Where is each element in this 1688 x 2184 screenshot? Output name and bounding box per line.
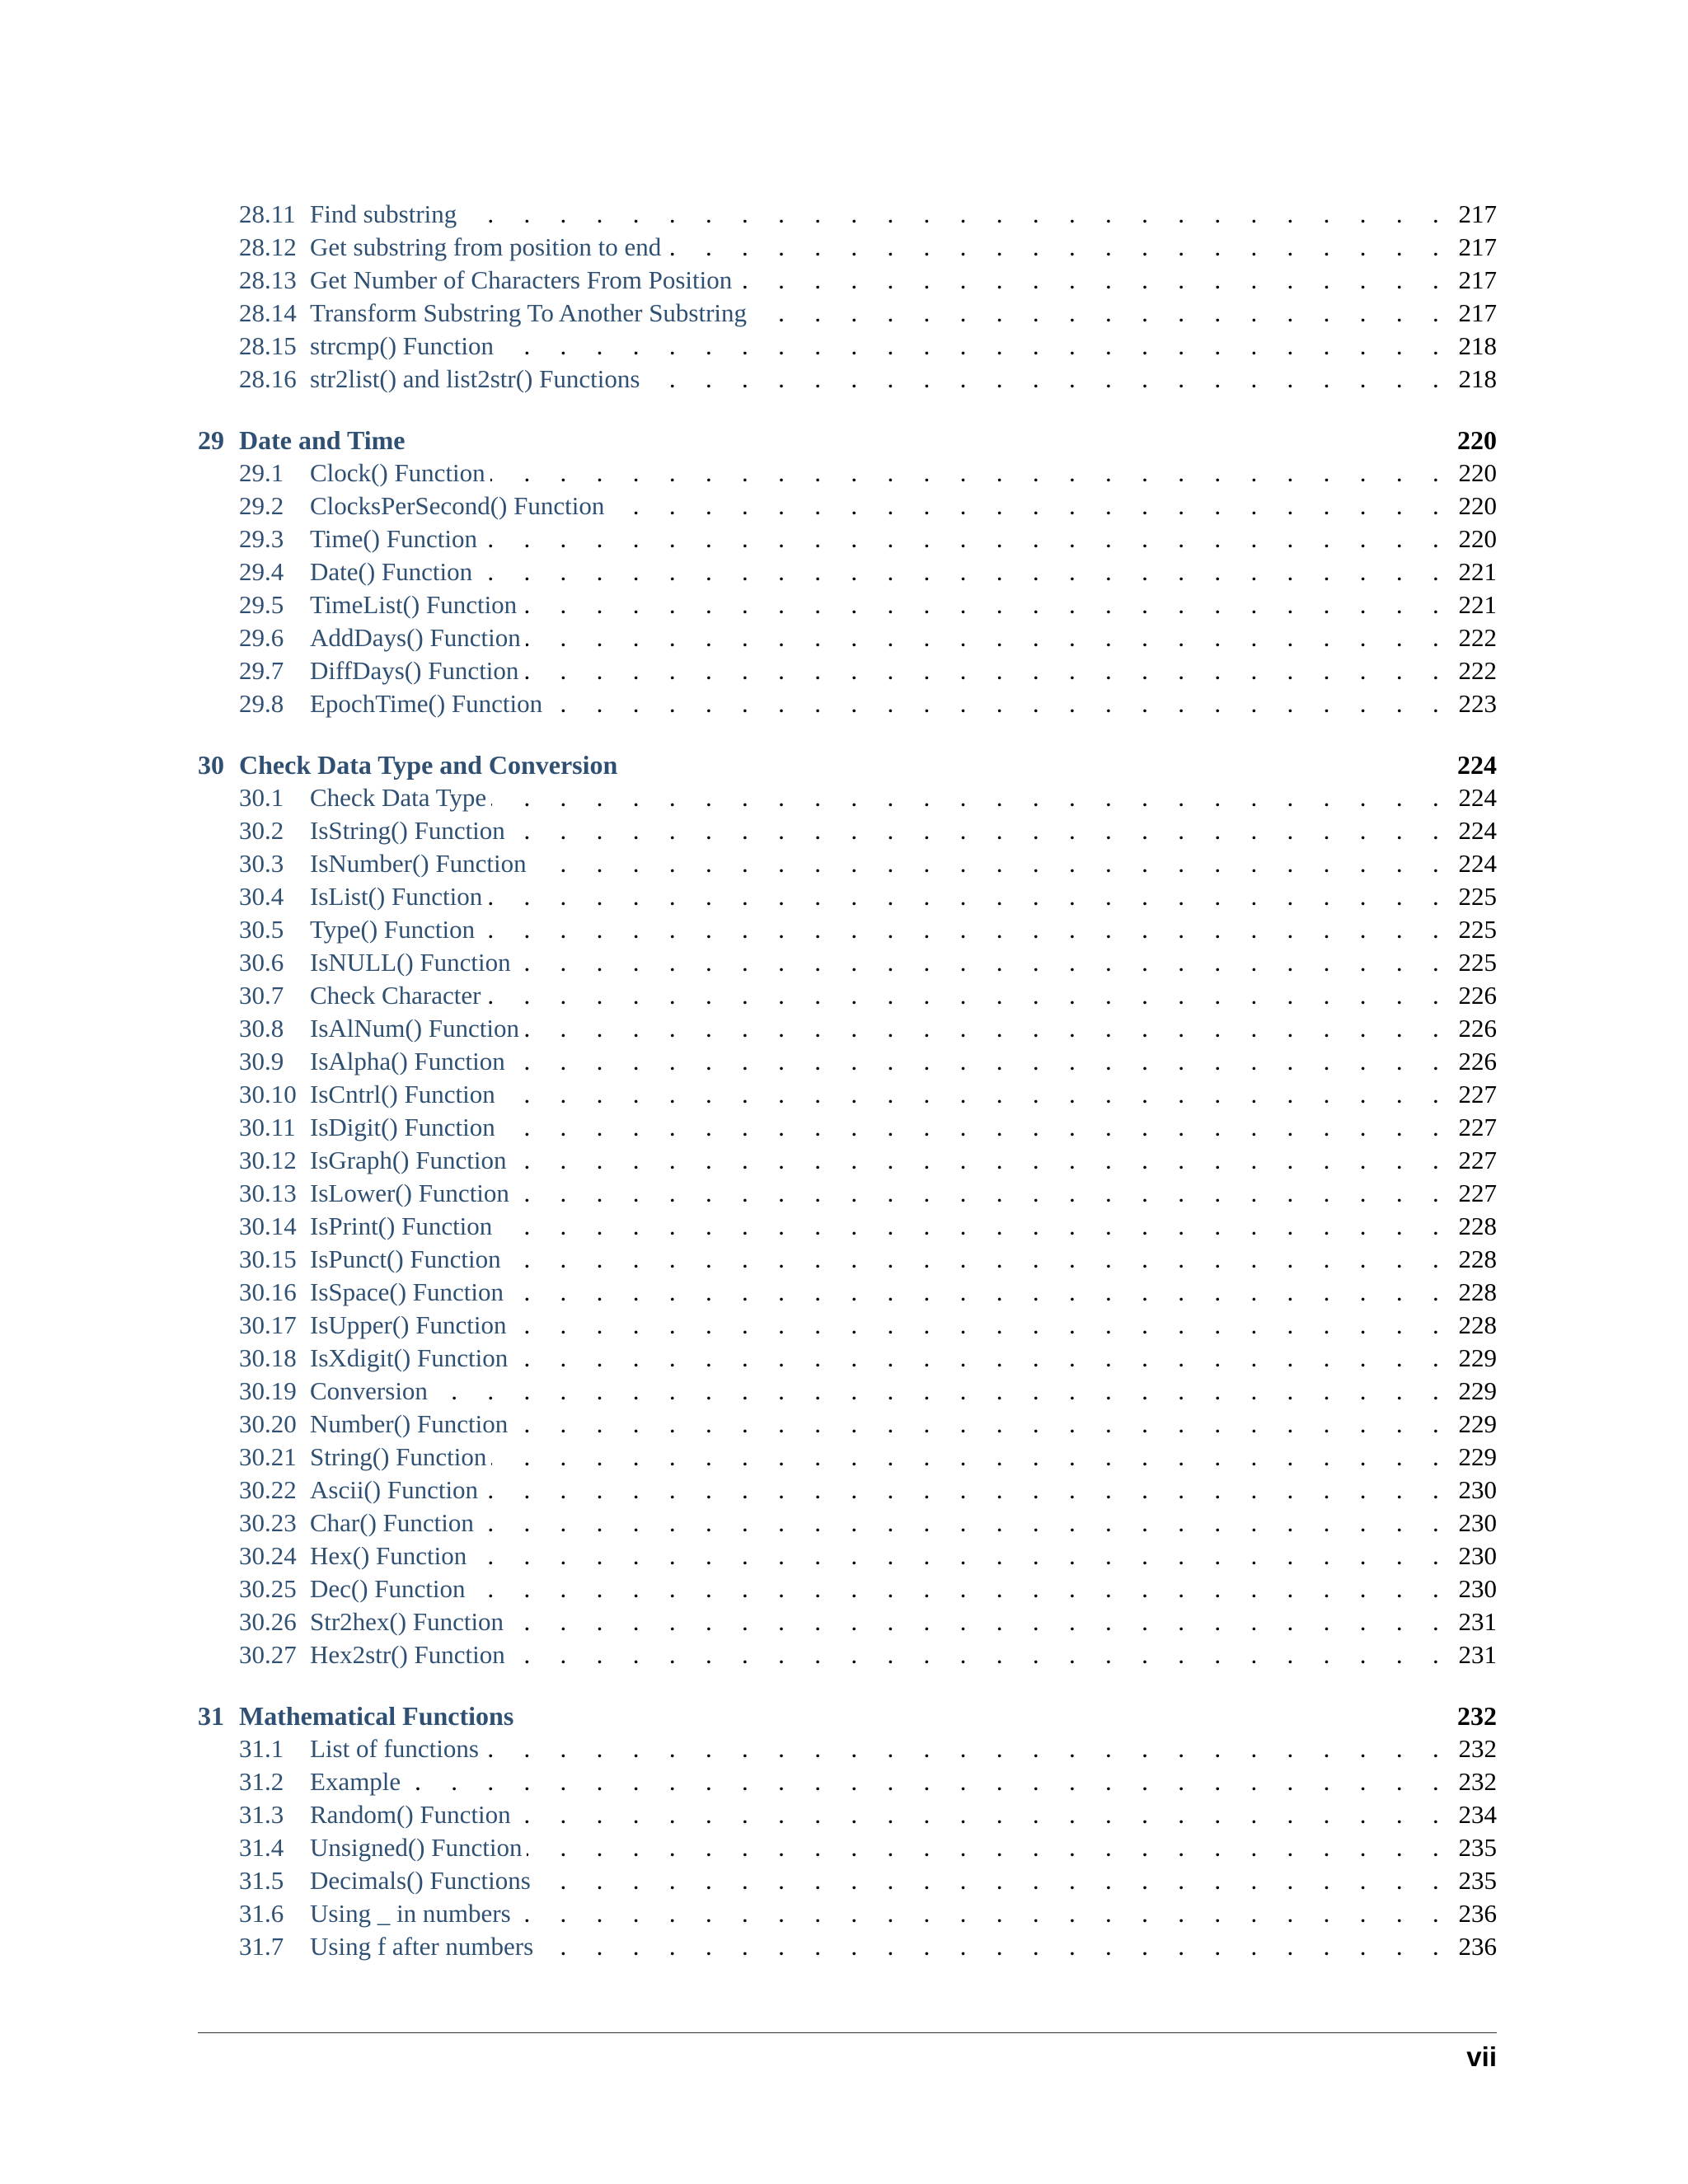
toc-entry[interactable] bbox=[239, 1243, 1497, 1276]
toc-entry[interactable] bbox=[239, 913, 1497, 946]
toc-entry[interactable] bbox=[239, 1441, 1497, 1474]
toc-chapter-heading[interactable] bbox=[198, 1699, 1497, 1732]
toc-entry-number[interactable]: 30.17 bbox=[239, 1310, 297, 1339]
toc-entry-title[interactable]: Str2hex() Function bbox=[310, 1607, 504, 1636]
dot-leader bbox=[509, 1276, 1451, 1309]
toc-entry[interactable] bbox=[239, 1276, 1497, 1309]
dot-leader bbox=[487, 880, 1451, 913]
toc-entry-page[interactable]: 228 bbox=[1458, 1277, 1497, 1306]
toc-entry-number[interactable]: 30.11 bbox=[239, 1113, 296, 1141]
table-of-contents bbox=[198, 198, 1497, 1991]
toc-entry-number[interactable]: 30.14 bbox=[239, 1212, 297, 1240]
toc-entry-title[interactable]: Decimals() Functions bbox=[310, 1866, 531, 1895]
toc-entry-title[interactable]: Ascii() Function bbox=[310, 1475, 479, 1504]
dot-leader bbox=[433, 1375, 1451, 1408]
toc-entry-page[interactable]: 236 bbox=[1458, 1899, 1497, 1928]
toc-entry-number[interactable]: 30.27 bbox=[239, 1640, 297, 1669]
toc-entry-title[interactable]: Get substring from position to end bbox=[310, 232, 662, 261]
toc-entry-number[interactable]: 29.3 bbox=[239, 524, 284, 553]
toc-entry-number[interactable]: 30.2 bbox=[239, 816, 284, 845]
toc-entry-page[interactable]: 218 bbox=[1458, 331, 1497, 360]
toc-entry-page[interactable]: 225 bbox=[1458, 948, 1497, 977]
toc-chapter-title[interactable]: Check Data Type and Conversion bbox=[239, 750, 618, 780]
dot-leader bbox=[516, 1798, 1451, 1831]
toc-entry-page[interactable]: 229 bbox=[1458, 1409, 1497, 1438]
toc-entry-title[interactable]: Find substring bbox=[310, 199, 457, 228]
dot-leader bbox=[524, 1012, 1451, 1045]
toc-entry[interactable] bbox=[239, 1930, 1497, 1963]
toc-entry-number[interactable]: 28.15 bbox=[239, 331, 297, 360]
dot-leader bbox=[485, 979, 1451, 1012]
dot-leader bbox=[511, 1144, 1451, 1177]
toc-chapter-number[interactable]: 31 bbox=[198, 1701, 224, 1731]
dot-leader bbox=[482, 523, 1451, 555]
toc-entry-page[interactable]: 224 bbox=[1458, 849, 1497, 878]
toc-entry-number[interactable]: 28.12 bbox=[239, 232, 297, 261]
toc-entry-title[interactable]: Random() Function bbox=[310, 1800, 511, 1829]
toc-entry-number[interactable]: 30.3 bbox=[239, 849, 284, 878]
dot-leader bbox=[516, 1897, 1451, 1930]
toc-entry-title[interactable]: Using f after numbers bbox=[310, 1932, 534, 1961]
toc-entry-page[interactable]: 230 bbox=[1458, 1475, 1497, 1504]
toc-entry-page[interactable]: 228 bbox=[1458, 1310, 1497, 1339]
toc-entry[interactable] bbox=[239, 1144, 1497, 1177]
toc-entry-page[interactable]: 231 bbox=[1458, 1607, 1497, 1636]
toc-entry-title[interactable]: IsAlNum() Function bbox=[310, 1014, 520, 1043]
dot-leader bbox=[526, 621, 1451, 654]
toc-entry-title[interactable]: IsAlpha() Function bbox=[310, 1047, 505, 1076]
toc-entry-list bbox=[239, 198, 1497, 396]
toc-entry-page[interactable]: 231 bbox=[1458, 1640, 1497, 1669]
toc-entry[interactable] bbox=[239, 814, 1497, 847]
toc-chapter-number[interactable]: 29 bbox=[198, 425, 224, 455]
toc-entry-page[interactable]: 230 bbox=[1458, 1574, 1497, 1603]
footer-page-number: vii bbox=[1466, 2041, 1497, 2072]
toc-entry[interactable] bbox=[239, 654, 1497, 687]
dot-leader bbox=[406, 1765, 1451, 1798]
toc-entry[interactable] bbox=[239, 1177, 1497, 1210]
dot-leader bbox=[532, 847, 1451, 880]
toc-entry-page[interactable]: 226 bbox=[1458, 1047, 1497, 1076]
toc-entry[interactable] bbox=[239, 490, 1497, 523]
toc-entry[interactable] bbox=[239, 1798, 1497, 1831]
toc-entry-title[interactable]: Date() Function bbox=[310, 557, 473, 586]
toc-entry[interactable] bbox=[239, 781, 1497, 814]
toc-entry[interactable] bbox=[239, 1342, 1497, 1375]
dot-leader bbox=[500, 1111, 1451, 1144]
toc-entry-page[interactable]: 227 bbox=[1458, 1080, 1497, 1108]
toc-entry-number[interactable]: 30.4 bbox=[239, 882, 284, 911]
toc-entry-title[interactable]: IsString() Function bbox=[310, 816, 505, 845]
toc-entry-number[interactable]: 28.13 bbox=[239, 265, 297, 294]
toc-entry-number[interactable]: 30.10 bbox=[239, 1080, 297, 1108]
dot-leader bbox=[522, 588, 1451, 621]
toc-entry-number[interactable]: 30.9 bbox=[239, 1047, 284, 1076]
toc-entry[interactable] bbox=[239, 1897, 1497, 1930]
toc-entry-title[interactable]: IsNumber() Function bbox=[310, 849, 527, 878]
toc-entry-number[interactable]: 30.26 bbox=[239, 1607, 297, 1636]
toc-entry-number[interactable]: 30.24 bbox=[239, 1541, 297, 1570]
toc-entry-title[interactable]: IsPrint() Function bbox=[310, 1212, 493, 1240]
dot-leader bbox=[479, 1507, 1451, 1540]
toc-entry-page[interactable]: 226 bbox=[1458, 1014, 1497, 1043]
toc-chapter-number[interactable]: 30 bbox=[198, 750, 224, 780]
toc-entry-page[interactable]: 228 bbox=[1458, 1244, 1497, 1273]
toc-entry-number[interactable]: 29.6 bbox=[239, 623, 284, 652]
dot-leader bbox=[514, 1177, 1451, 1210]
toc-entry-title[interactable]: Dec() Function bbox=[310, 1574, 466, 1603]
toc-entry-number[interactable]: 30.25 bbox=[239, 1574, 297, 1603]
toc-entry[interactable] bbox=[239, 297, 1497, 330]
toc-entry-number[interactable]: 28.16 bbox=[239, 364, 297, 393]
toc-entry[interactable] bbox=[239, 621, 1497, 654]
toc-entry-number[interactable]: 30.23 bbox=[239, 1508, 297, 1537]
toc-entry-title[interactable]: Unsigned() Function bbox=[310, 1833, 523, 1862]
toc-entry-number[interactable]: 30.18 bbox=[239, 1343, 297, 1372]
toc-entry-page[interactable]: 228 bbox=[1458, 1212, 1497, 1240]
toc-entry-title[interactable]: Char() Function bbox=[310, 1508, 474, 1537]
toc-entry-title[interactable]: Hex2str() Function bbox=[310, 1640, 505, 1669]
dot-leader bbox=[511, 1309, 1451, 1342]
toc-entry-page[interactable]: 221 bbox=[1458, 590, 1497, 619]
toc-entry-title[interactable]: IsList() Function bbox=[310, 882, 483, 911]
toc-entry-page[interactable]: 217 bbox=[1458, 265, 1497, 294]
footer-divider bbox=[198, 2032, 1497, 2033]
toc-entry-page[interactable]: 227 bbox=[1458, 1179, 1497, 1207]
dot-leader bbox=[477, 555, 1451, 588]
toc-entry-number[interactable]: 30.15 bbox=[239, 1244, 297, 1273]
toc-chapter bbox=[198, 1699, 1497, 1963]
dot-leader bbox=[509, 1605, 1451, 1638]
toc-entry[interactable] bbox=[239, 523, 1497, 555]
toc-entry-page[interactable]: 229 bbox=[1458, 1343, 1497, 1372]
toc-entry[interactable] bbox=[239, 946, 1497, 979]
dot-leader bbox=[547, 687, 1451, 720]
toc-entry[interactable] bbox=[239, 687, 1497, 720]
toc-entry[interactable] bbox=[239, 264, 1497, 297]
toc-entry-title[interactable]: IsSpace() Function bbox=[310, 1277, 504, 1306]
dot-leader bbox=[500, 1078, 1451, 1111]
dot-leader bbox=[536, 1864, 1451, 1897]
toc-entry-number[interactable]: 30.8 bbox=[239, 1014, 284, 1043]
toc-entry-page[interactable]: 234 bbox=[1458, 1800, 1497, 1829]
toc-entry-number[interactable]: 29.2 bbox=[239, 491, 284, 520]
toc-entry[interactable] bbox=[239, 363, 1497, 396]
toc-entry-title[interactable]: str2list() and list2str() Functions bbox=[310, 364, 640, 393]
toc-entry-title[interactable]: AddDays() Function bbox=[310, 623, 521, 652]
dot-leader bbox=[510, 1045, 1451, 1078]
toc-entry-title[interactable]: Type() Function bbox=[310, 915, 476, 944]
dot-leader bbox=[491, 781, 1451, 814]
dot-leader bbox=[510, 814, 1451, 847]
toc-entry-page[interactable]: 224 bbox=[1458, 816, 1497, 845]
toc-entry-title[interactable]: IsGraph() Function bbox=[310, 1146, 507, 1174]
toc-entry-title[interactable]: String() Function bbox=[310, 1442, 487, 1471]
toc-entry-number[interactable]: 29.8 bbox=[239, 689, 284, 718]
dot-leader bbox=[752, 297, 1451, 330]
dot-leader bbox=[462, 198, 1451, 231]
toc-entry-page[interactable]: 224 bbox=[1458, 783, 1497, 812]
toc-entry-number[interactable]: 29.4 bbox=[239, 557, 284, 586]
toc-entry-title[interactable]: Clock() Function bbox=[310, 458, 485, 487]
toc-entry-title[interactable]: Transform Substring To Another Substring bbox=[310, 298, 748, 327]
toc-entry[interactable] bbox=[239, 588, 1497, 621]
toc-entry-number[interactable]: 30.5 bbox=[239, 915, 284, 944]
toc-entry-page[interactable]: 227 bbox=[1458, 1113, 1497, 1141]
toc-entry[interactable] bbox=[239, 1375, 1497, 1408]
toc-chapter bbox=[198, 424, 1497, 720]
toc-entry[interactable] bbox=[239, 880, 1497, 913]
toc-entry[interactable] bbox=[239, 1045, 1497, 1078]
toc-entry-number[interactable]: 30.6 bbox=[239, 948, 284, 977]
toc-entry-number[interactable]: 29.7 bbox=[239, 656, 284, 685]
toc-entry-page[interactable]: 227 bbox=[1458, 1146, 1497, 1174]
toc-entry-title[interactable]: Get Number of Characters From Position bbox=[310, 265, 733, 294]
toc-entry[interactable] bbox=[239, 847, 1497, 880]
toc-entry[interactable] bbox=[239, 1111, 1497, 1144]
dot-leader bbox=[490, 457, 1451, 490]
toc-entry-title[interactable]: IsUpper() Function bbox=[310, 1310, 507, 1339]
toc-entry-number[interactable]: 30.13 bbox=[239, 1179, 297, 1207]
dot-leader bbox=[523, 654, 1451, 687]
dot-leader bbox=[609, 490, 1451, 523]
toc-entry-number[interactable]: 30.20 bbox=[239, 1409, 297, 1438]
toc-entry[interactable] bbox=[239, 1572, 1497, 1605]
toc-entry[interactable] bbox=[239, 330, 1497, 363]
toc-entry-page[interactable]: 226 bbox=[1458, 981, 1497, 1010]
dot-leader bbox=[491, 1441, 1451, 1474]
toc-entry-title[interactable]: EpochTime() Function bbox=[310, 689, 543, 718]
toc-entry[interactable] bbox=[239, 979, 1497, 1012]
toc-entry[interactable] bbox=[239, 457, 1497, 490]
toc-entry-number[interactable]: 29.1 bbox=[239, 458, 284, 487]
toc-chapter-title[interactable]: Mathematical Functions bbox=[239, 1701, 514, 1731]
dot-leader bbox=[471, 1572, 1451, 1605]
dot-leader bbox=[506, 1243, 1451, 1276]
toc-entry-title[interactable]: Check Data Type bbox=[310, 783, 487, 812]
toc-entry[interactable] bbox=[239, 1605, 1497, 1638]
toc-entry-number[interactable]: 30.21 bbox=[239, 1442, 297, 1471]
toc-entry-title[interactable]: Example bbox=[310, 1767, 401, 1796]
toc-entry[interactable] bbox=[239, 1012, 1497, 1045]
toc-entry-title[interactable]: IsCntrl() Function bbox=[310, 1080, 495, 1108]
toc-chapter-list bbox=[198, 424, 1497, 1963]
toc-entry[interactable] bbox=[239, 231, 1497, 264]
toc-entry[interactable] bbox=[239, 1309, 1497, 1342]
toc-entry-number[interactable]: 28.14 bbox=[239, 298, 297, 327]
dot-leader bbox=[538, 1930, 1451, 1963]
toc-entry-page[interactable]: 229 bbox=[1458, 1442, 1497, 1471]
dot-leader bbox=[645, 363, 1451, 396]
toc-entry-number[interactable]: 29.5 bbox=[239, 590, 284, 619]
toc-entry-page[interactable]: 232 bbox=[1458, 1767, 1497, 1796]
dot-leader bbox=[510, 1638, 1451, 1671]
toc-entry-number[interactable]: 30.22 bbox=[239, 1475, 297, 1504]
toc-entry-page[interactable]: 220 bbox=[1458, 524, 1497, 553]
toc-entry-number[interactable]: 28.11 bbox=[239, 199, 296, 228]
toc-continued-section bbox=[198, 198, 1497, 396]
toc-entry[interactable] bbox=[239, 1765, 1497, 1798]
toc-entry-page[interactable]: 229 bbox=[1458, 1376, 1497, 1405]
toc-entry-page[interactable]: 222 bbox=[1458, 656, 1497, 685]
toc-chapter-heading[interactable] bbox=[198, 424, 1497, 457]
toc-entry-page[interactable]: 222 bbox=[1458, 623, 1497, 652]
dot-leader bbox=[513, 1342, 1451, 1375]
toc-entry-title[interactable]: IsNULL() Function bbox=[310, 948, 511, 977]
toc-chapter bbox=[198, 748, 1497, 1671]
toc-entry-title[interactable]: strcmp() Function bbox=[310, 331, 494, 360]
toc-entry-number[interactable]: 30.12 bbox=[239, 1146, 297, 1174]
toc-entry-title[interactable]: Using _ in numbers bbox=[310, 1899, 511, 1928]
toc-entry-title[interactable]: ClocksPerSecond() Function bbox=[310, 491, 605, 520]
dot-leader bbox=[527, 1831, 1451, 1864]
toc-entry-title[interactable]: Hex() Function bbox=[310, 1541, 467, 1570]
toc-entry-list bbox=[239, 1732, 1497, 1963]
toc-chapter-title[interactable]: Date and Time bbox=[239, 425, 406, 455]
dot-leader bbox=[666, 231, 1451, 264]
toc-entry-title[interactable]: Number() Function bbox=[310, 1409, 509, 1438]
dot-leader bbox=[737, 264, 1451, 297]
toc-entry-page[interactable]: 220 bbox=[1458, 458, 1497, 487]
toc-entry-title[interactable]: IsDigit() Function bbox=[310, 1113, 495, 1141]
toc-entry-page[interactable]: 230 bbox=[1458, 1508, 1497, 1537]
toc-entry[interactable] bbox=[239, 1732, 1497, 1765]
toc-entry-number[interactable]: 31.4 bbox=[239, 1833, 284, 1862]
toc-entry-number[interactable]: 31.1 bbox=[239, 1734, 284, 1763]
toc-entry[interactable] bbox=[239, 198, 1497, 231]
toc-entry-number[interactable]: 31.7 bbox=[239, 1932, 284, 1961]
toc-entry-page[interactable]: 217 bbox=[1458, 199, 1497, 228]
dot-leader bbox=[484, 1732, 1451, 1765]
dot-leader bbox=[497, 1210, 1451, 1243]
toc-entry[interactable] bbox=[239, 1078, 1497, 1111]
toc-entry-number[interactable]: 31.5 bbox=[239, 1866, 284, 1895]
toc-entry[interactable] bbox=[239, 1864, 1497, 1897]
toc-chapter-heading[interactable] bbox=[198, 748, 1497, 781]
toc-entry[interactable] bbox=[239, 1474, 1497, 1507]
toc-entry-title[interactable]: Conversion bbox=[310, 1376, 428, 1405]
toc-entry-page[interactable]: 223 bbox=[1458, 689, 1497, 718]
toc-entry-title[interactable]: DiffDays() Function bbox=[310, 656, 519, 685]
toc-entry-page[interactable]: 217 bbox=[1458, 298, 1497, 327]
toc-entry[interactable] bbox=[239, 1507, 1497, 1540]
toc-entry-number[interactable]: 30.1 bbox=[239, 783, 284, 812]
toc-entry-page[interactable]: 230 bbox=[1458, 1541, 1497, 1570]
toc-entry-title[interactable]: TimeList() Function bbox=[310, 590, 518, 619]
toc-entry-page[interactable]: 235 bbox=[1458, 1833, 1497, 1862]
toc-entry-title[interactable]: IsPunct() Function bbox=[310, 1244, 501, 1273]
toc-entry-page[interactable]: 217 bbox=[1458, 232, 1497, 261]
toc-entry[interactable] bbox=[239, 1210, 1497, 1243]
toc-entry-number[interactable]: 31.6 bbox=[239, 1899, 284, 1928]
toc-entry-list bbox=[239, 781, 1497, 1671]
toc-entry-page[interactable]: 220 bbox=[1458, 491, 1497, 520]
toc-entry-page[interactable]: 225 bbox=[1458, 882, 1497, 911]
toc-entry-page[interactable]: 225 bbox=[1458, 915, 1497, 944]
toc-entry-number[interactable]: 30.7 bbox=[239, 981, 284, 1010]
toc-entry[interactable] bbox=[239, 1638, 1497, 1671]
toc-entry-title[interactable]: Check Character bbox=[310, 981, 481, 1010]
toc-entry-page[interactable]: 235 bbox=[1458, 1866, 1497, 1895]
toc-entry[interactable] bbox=[239, 1831, 1497, 1864]
toc-entry-number[interactable]: 30.16 bbox=[239, 1277, 297, 1306]
toc-chapter-page[interactable]: 220 bbox=[1457, 425, 1497, 455]
toc-entry-number[interactable]: 31.3 bbox=[239, 1800, 284, 1829]
dot-leader bbox=[471, 1540, 1451, 1572]
toc-entry[interactable] bbox=[239, 1540, 1497, 1572]
dot-leader bbox=[499, 330, 1451, 363]
toc-chapter-page[interactable]: 232 bbox=[1457, 1701, 1497, 1731]
toc-entry-page[interactable]: 236 bbox=[1458, 1932, 1497, 1961]
toc-entry[interactable] bbox=[239, 1408, 1497, 1441]
toc-entry-title[interactable]: Time() Function bbox=[310, 524, 477, 553]
toc-entry[interactable] bbox=[239, 555, 1497, 588]
toc-entry-number[interactable]: 30.19 bbox=[239, 1376, 297, 1405]
toc-entry-title[interactable]: IsXdigit() Function bbox=[310, 1343, 509, 1372]
dot-leader bbox=[483, 1474, 1451, 1507]
toc-entry-number[interactable]: 31.2 bbox=[239, 1767, 284, 1796]
toc-entry-page[interactable]: 218 bbox=[1458, 364, 1497, 393]
toc-entry-title[interactable]: List of functions bbox=[310, 1734, 479, 1763]
dot-leader bbox=[480, 913, 1451, 946]
toc-chapter-page[interactable]: 224 bbox=[1457, 750, 1497, 780]
toc-entry-page[interactable]: 232 bbox=[1458, 1734, 1497, 1763]
dot-leader bbox=[513, 1408, 1451, 1441]
toc-entry-list bbox=[239, 457, 1497, 720]
toc-entry-page[interactable]: 221 bbox=[1458, 557, 1497, 586]
dot-leader bbox=[516, 946, 1451, 979]
toc-entry-title[interactable]: IsLower() Function bbox=[310, 1179, 509, 1207]
